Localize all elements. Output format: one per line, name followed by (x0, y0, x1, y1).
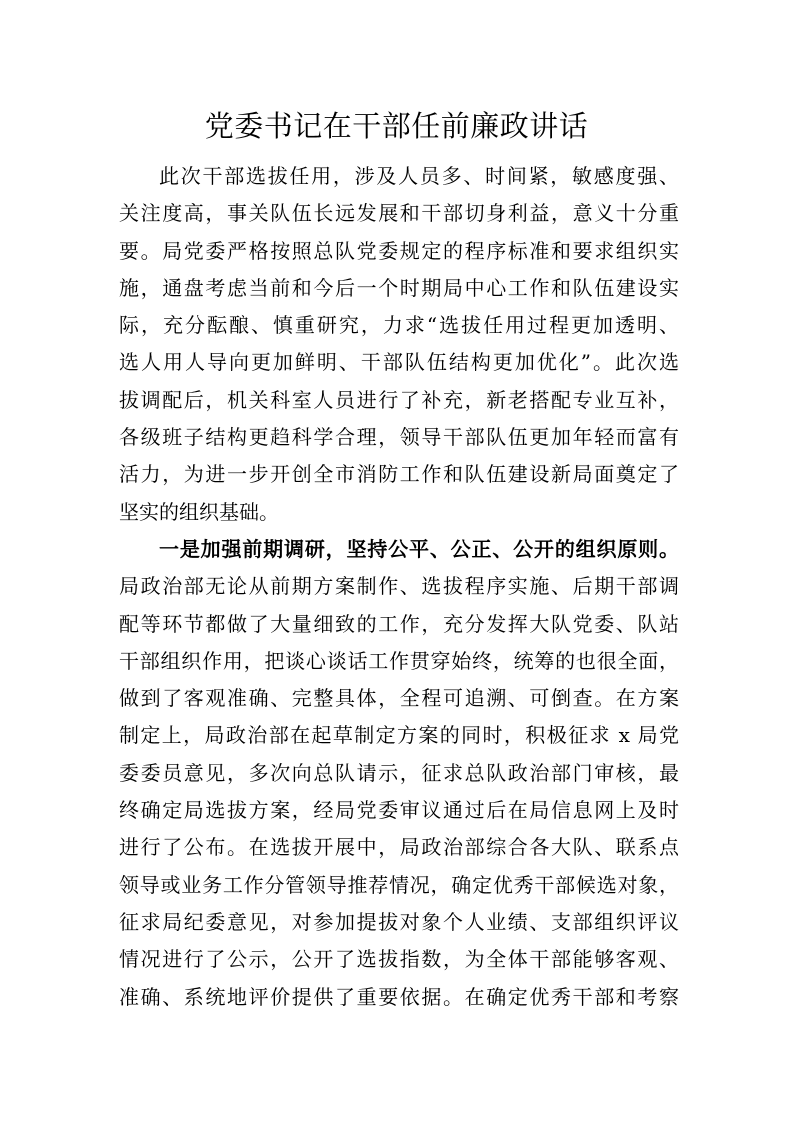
text-line: 关注度高，事关队伍长远发展和干部切身利益，意义十分重 (119, 201, 679, 226)
text-line: 要。局党委严格按照总队党委规定的程序标准和要求组织实 (119, 238, 679, 263)
text-line: 际，充分酝酿、慎重研究，力求“选拔任用过程更加透明、 (119, 313, 679, 338)
document-body (119, 158, 679, 1016)
text-line: 委委员意见，多次向总队请示，征求总队政治部门审核，最 (119, 760, 679, 785)
text-line: 各级班子结构更趋科学合理，领导干部队伍更加年轻而富有 (119, 425, 679, 450)
text-line: 施，通盘考虑当前和今后一个时期局中心工作和队伍建设实 (119, 275, 679, 300)
text-line: 终确定局选拔方案，经局党委审议通过后在局信息网上及时 (119, 798, 679, 823)
text-line: 情况进行了公示，公开了选拔指数，为全体干部能够客观、 (119, 947, 679, 972)
text-line: 配等环节都做了大量细致的工作，充分发挥大队党委、队站 (119, 611, 679, 636)
text-line: 做到了客观准确、完整具体，全程可追溯、可倒查。在方案 (119, 686, 679, 711)
text-line: 局政治部无论从前期方案制作、选拔程序实施、后期干部调 (119, 574, 679, 599)
text-line: 拔调配后，机关科室人员进行了补充，新老搭配专业互补， (119, 387, 679, 412)
text-line: 选人用人导向更加鲜明、干部队伍结构更加优化”。此次选 (119, 350, 679, 375)
text-line: 准确、系统地评价提供了重要依据。在确定优秀干部和考察 (119, 984, 679, 1009)
document-title: 党委书记在干部任前廉政讲话 (204, 109, 589, 143)
text-line: 制定上，局政治部在起草制定方案的同时，积极征求 x 局党 (119, 723, 679, 748)
text-line: 坚实的组织基础。 (119, 499, 279, 524)
text-line: 进行了公布。在选拔开展中，局政治部综合各大队、联系点 (119, 835, 679, 860)
text-line: 活力，为进一步开创全市消防工作和队伍建设新局面奠定了 (119, 462, 679, 487)
text-line: 领导或业务工作分管领导推荐情况，确定优秀干部候选对象， (119, 872, 679, 897)
text-line: 干部组织作用，把谈心谈话工作贯穿始终，统筹的也很全面， (119, 648, 679, 673)
text-line: 征求局纪委意见，对参加提拔对象个人业绩、支部组织评议 (119, 909, 679, 934)
text-line: 一是加强前期调研，坚持公平、公正、公开的组织原则。 (159, 536, 679, 561)
text-line: 此次干部选拔任用，涉及人员多、时间紧，敏感度强、 (159, 164, 679, 188)
